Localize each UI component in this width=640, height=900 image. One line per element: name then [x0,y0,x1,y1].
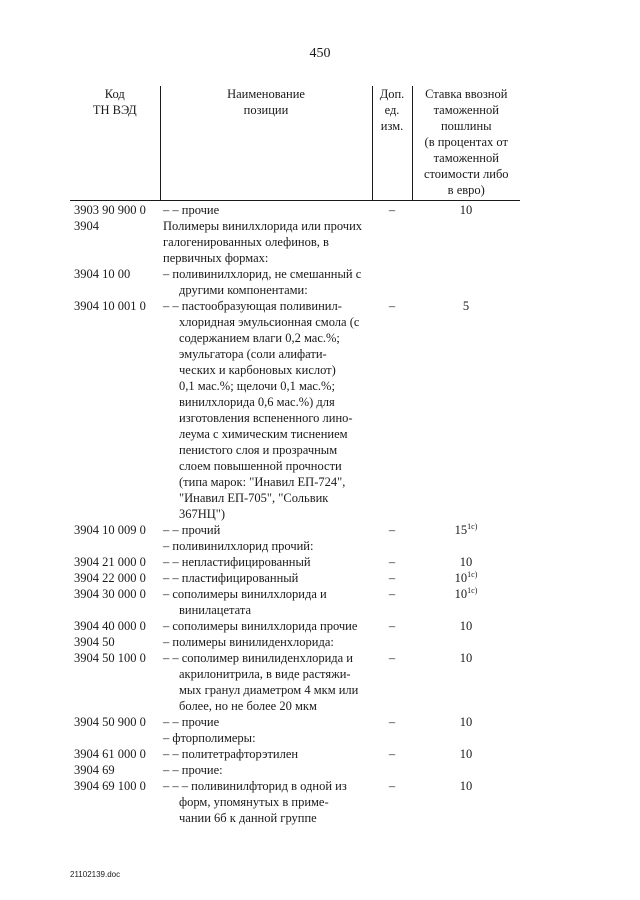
duty-rate [412,746,520,762]
table-row [70,266,520,298]
position-name-text: чании 6б к данной группе [179,811,317,825]
position-name-text: пенистого слоя и прозрачным [179,443,338,457]
position-name-text: ческих и карбоновых кислот) [179,363,336,377]
duty-rate [412,298,520,522]
duty-rate [412,538,520,554]
position-name-line [163,474,372,490]
position-name-text: прочие [181,715,220,729]
duty-rate [412,618,520,634]
position-name-line [163,650,372,666]
duty-rate-value: 15 [454,523,468,537]
position-name-line [163,490,372,506]
table-row [70,538,520,554]
position-name [160,618,372,634]
additional-unit [372,538,412,554]
position-name-text: изготовления вспененного лино- [179,411,353,425]
dash-prefix: – – [163,523,182,537]
tariff-code: 3904 10 001 0 [74,299,146,313]
dash-prefix: – – [163,203,182,217]
position-name-line [163,746,372,762]
dash-prefix: – [163,635,173,649]
position-name-text: сополимеры винилхлорида прочие [172,619,358,633]
duty-rate-value: 10 [459,651,473,665]
position-name-text: поливинилфторид в одной из [191,779,347,793]
tariff-table [70,86,520,826]
tariff-code: 3904 50 [74,635,115,649]
additional-unit: – [388,587,396,601]
position-name-text: сополимер винилиденхлорида и [181,651,353,665]
position-name-text: пластифицированный [181,571,299,585]
duty-rate [412,218,520,266]
position-name-text: другими компонентами: [179,283,308,297]
position-name-line [163,522,372,538]
duty-rate [412,201,520,219]
position-name-line [163,586,372,602]
position-name-line [163,330,372,346]
additional-unit: – [388,779,396,793]
duty-rate-value: 10 [459,747,473,761]
position-name-line [163,266,372,282]
position-name-text: леума с химическим тиснением [179,427,348,441]
table-row [70,618,520,634]
tariff-code [70,538,160,554]
duty-rate [412,570,520,586]
position-name-text: непластифицированный [181,555,311,569]
position-name-line [163,714,372,730]
position-name-text: винилхлорида 0,6 мас.%) для [179,395,335,409]
header-rate: Ставка ввозной таможенной пошлины (в процентах от таможенной стоимости либо в евро) [412,86,520,201]
position-name-line [163,394,372,410]
position-name-text: Полимеры винилхлорида или прочих [163,219,363,233]
duty-rate-value: 10 [459,715,473,729]
dash-prefix: – [163,587,173,601]
table-row [70,218,520,266]
position-name [160,650,372,714]
position-name-text: более, но не более 20 мкм [179,699,317,713]
header-code: Код ТН ВЭД [70,86,160,201]
position-name [160,218,372,266]
position-name-line [163,218,372,234]
table-row [70,762,520,778]
duty-rate-value: 10 [459,555,473,569]
position-name-line [163,202,372,218]
additional-unit: – [388,651,396,665]
footer-file-name: 21102139.doc [70,870,121,879]
tariff-code: 3904 50 100 0 [74,651,146,665]
position-name-text: форм, упомянутых в приме- [179,795,329,809]
position-name-line [163,538,372,554]
tariff-code: 3904 30 000 0 [74,587,146,601]
table-row [70,730,520,746]
duty-rate [412,586,520,618]
position-name-line [163,250,372,266]
tariff-code: 3904 [74,219,99,233]
position-name [160,746,372,762]
duty-rate-value: 10 [459,619,473,633]
table-row [70,570,520,586]
duty-rate [412,714,520,730]
position-name-line [163,282,372,298]
position-name-text: (типа марок: "Инавил ЕП-724", [179,475,346,489]
position-name-text: полимеры винилиденхлорида: [172,635,334,649]
tariff-code: 3904 21 000 0 [74,555,146,569]
tariff-code: 3904 69 100 0 [74,779,146,793]
duty-rate [412,554,520,570]
footnote-marker: 1c) [467,585,478,595]
position-name [160,586,372,618]
position-name-line [163,618,372,634]
position-name-line [163,314,372,330]
position-name [160,778,372,826]
tariff-code: 3904 50 900 0 [74,715,146,729]
table-row [70,554,520,570]
position-name-line [163,682,372,698]
position-name [160,201,372,219]
dash-prefix: – – [163,747,182,761]
position-name-line [163,442,372,458]
position-name-line [163,346,372,362]
position-name [160,538,372,554]
position-name-text: поливинилхлорид, не смешанный с [172,267,362,281]
position-name-line [163,810,372,826]
tariff-code: 3904 40 000 0 [74,619,146,633]
dash-prefix: – [163,731,173,745]
additional-unit [372,762,412,778]
position-name-text: галогенированных олефинов, в [163,235,329,249]
table-row [70,746,520,762]
footnote-marker: 1c) [467,569,478,579]
position-name-line [163,410,372,426]
position-name-text: слоем повышенной прочности [179,459,342,473]
dash-prefix: – – [163,571,182,585]
duty-rate [412,762,520,778]
position-name-text: пастообразующая поливинил- [181,299,342,313]
position-name-text: прочий [181,523,221,537]
position-name-text: политетрафторэтилен [181,747,299,761]
duty-rate-value: 5 [462,299,470,313]
dash-prefix: – – [163,651,182,665]
table-row [70,201,520,219]
additional-unit [372,218,412,266]
table-row [70,778,520,826]
additional-unit: – [388,571,396,585]
position-name-line [163,554,372,570]
table-row [70,522,520,538]
position-name-text: винилацетата [179,603,251,617]
position-name-text: эмульгатора (соли алифати- [179,347,327,361]
position-name [160,570,372,586]
position-name-line [163,298,372,314]
position-name-line [163,234,372,250]
position-name-text: прочие [181,203,220,217]
duty-rate-value: 10 [459,203,473,217]
position-name [160,730,372,746]
position-name [160,266,372,298]
duty-rate [412,778,520,826]
duty-rate [412,650,520,714]
tariff-code: 3904 69 [74,763,115,777]
position-name-text: 0,1 мас.%; щелочи 0,1 мас.%; [179,379,335,393]
position-name [160,714,372,730]
additional-unit: – [388,747,396,761]
position-name-line [163,506,372,522]
table-row [70,298,520,522]
position-name-text: поливинилхлорид прочий: [172,539,314,553]
dash-prefix: – – [163,715,182,729]
additional-unit: – [388,203,396,217]
position-name-text: 367НЦ") [179,507,226,521]
duty-rate-value: 10 [454,571,468,585]
position-name-line [163,794,372,810]
footnote-marker: 1c) [467,521,478,531]
dash-prefix: – [163,267,173,281]
tariff-code: 3904 10 00 [74,267,131,281]
position-name-text: мых гранул диаметром 4 мкм или [179,683,359,697]
duty-rate-value: 10 [459,779,473,793]
position-name-text: фторполимеры: [172,731,256,745]
duty-rate-value: 10 [454,587,468,601]
tariff-code [70,730,160,746]
duty-rate [412,266,520,298]
header-name: Наименование позиции [160,86,372,201]
position-name-line [163,426,372,442]
duty-rate [412,634,520,650]
page-number: 450 [309,46,331,61]
position-name-text: сополимеры винилхлорида и [172,587,327,601]
position-name [160,298,372,522]
table-row [70,650,520,714]
position-name-line [163,362,372,378]
position-name-line [163,634,372,650]
position-name-line [163,458,372,474]
dash-prefix: – – – [163,779,192,793]
position-name-line [163,778,372,794]
additional-unit [372,634,412,650]
tariff-code: 3904 10 009 0 [74,523,146,537]
dash-prefix: – – [163,555,182,569]
position-name-line [163,730,372,746]
tariff-body [70,201,520,827]
position-name-text: хлоридная эмульсионная смола (с [179,315,360,329]
position-name-text: прочие: [181,763,223,777]
dash-prefix: – – [163,763,182,777]
additional-unit: – [388,523,396,537]
additional-unit: – [388,555,396,569]
additional-unit: – [388,619,396,633]
position-name-text: первичных формах: [163,251,269,265]
position-name-line [163,698,372,714]
dash-prefix: – – [163,299,182,313]
position-name [160,762,372,778]
duty-rate [412,730,520,746]
dash-prefix: – [163,539,173,553]
position-name [160,522,372,538]
duty-rate [412,522,520,538]
position-name-text: содержанием влаги 0,2 мас.%; [179,331,340,345]
table-row [70,586,520,618]
additional-unit [372,730,412,746]
position-name-line [163,666,372,682]
additional-unit: – [388,299,396,313]
position-name-line [163,762,372,778]
tariff-code: 3903 90 900 0 [74,203,146,217]
position-name-text: акрилонитрила, в виде растяжи- [179,667,351,681]
header-unit: Доп. ед. изм. [372,86,412,201]
position-name-line [163,570,372,586]
dash-prefix: – [163,619,173,633]
tariff-code: 3904 22 000 0 [74,571,146,585]
position-name [160,554,372,570]
table-header-row [70,86,520,201]
position-name [160,634,372,650]
position-name-line [163,602,372,618]
position-name-line [163,378,372,394]
position-name-text: "Инавил ЕП-705", "Сольвик [179,491,329,505]
additional-unit: – [388,715,396,729]
tariff-code: 3904 61 000 0 [74,747,146,761]
additional-unit [372,266,412,298]
table-row [70,634,520,650]
table-row [70,714,520,730]
